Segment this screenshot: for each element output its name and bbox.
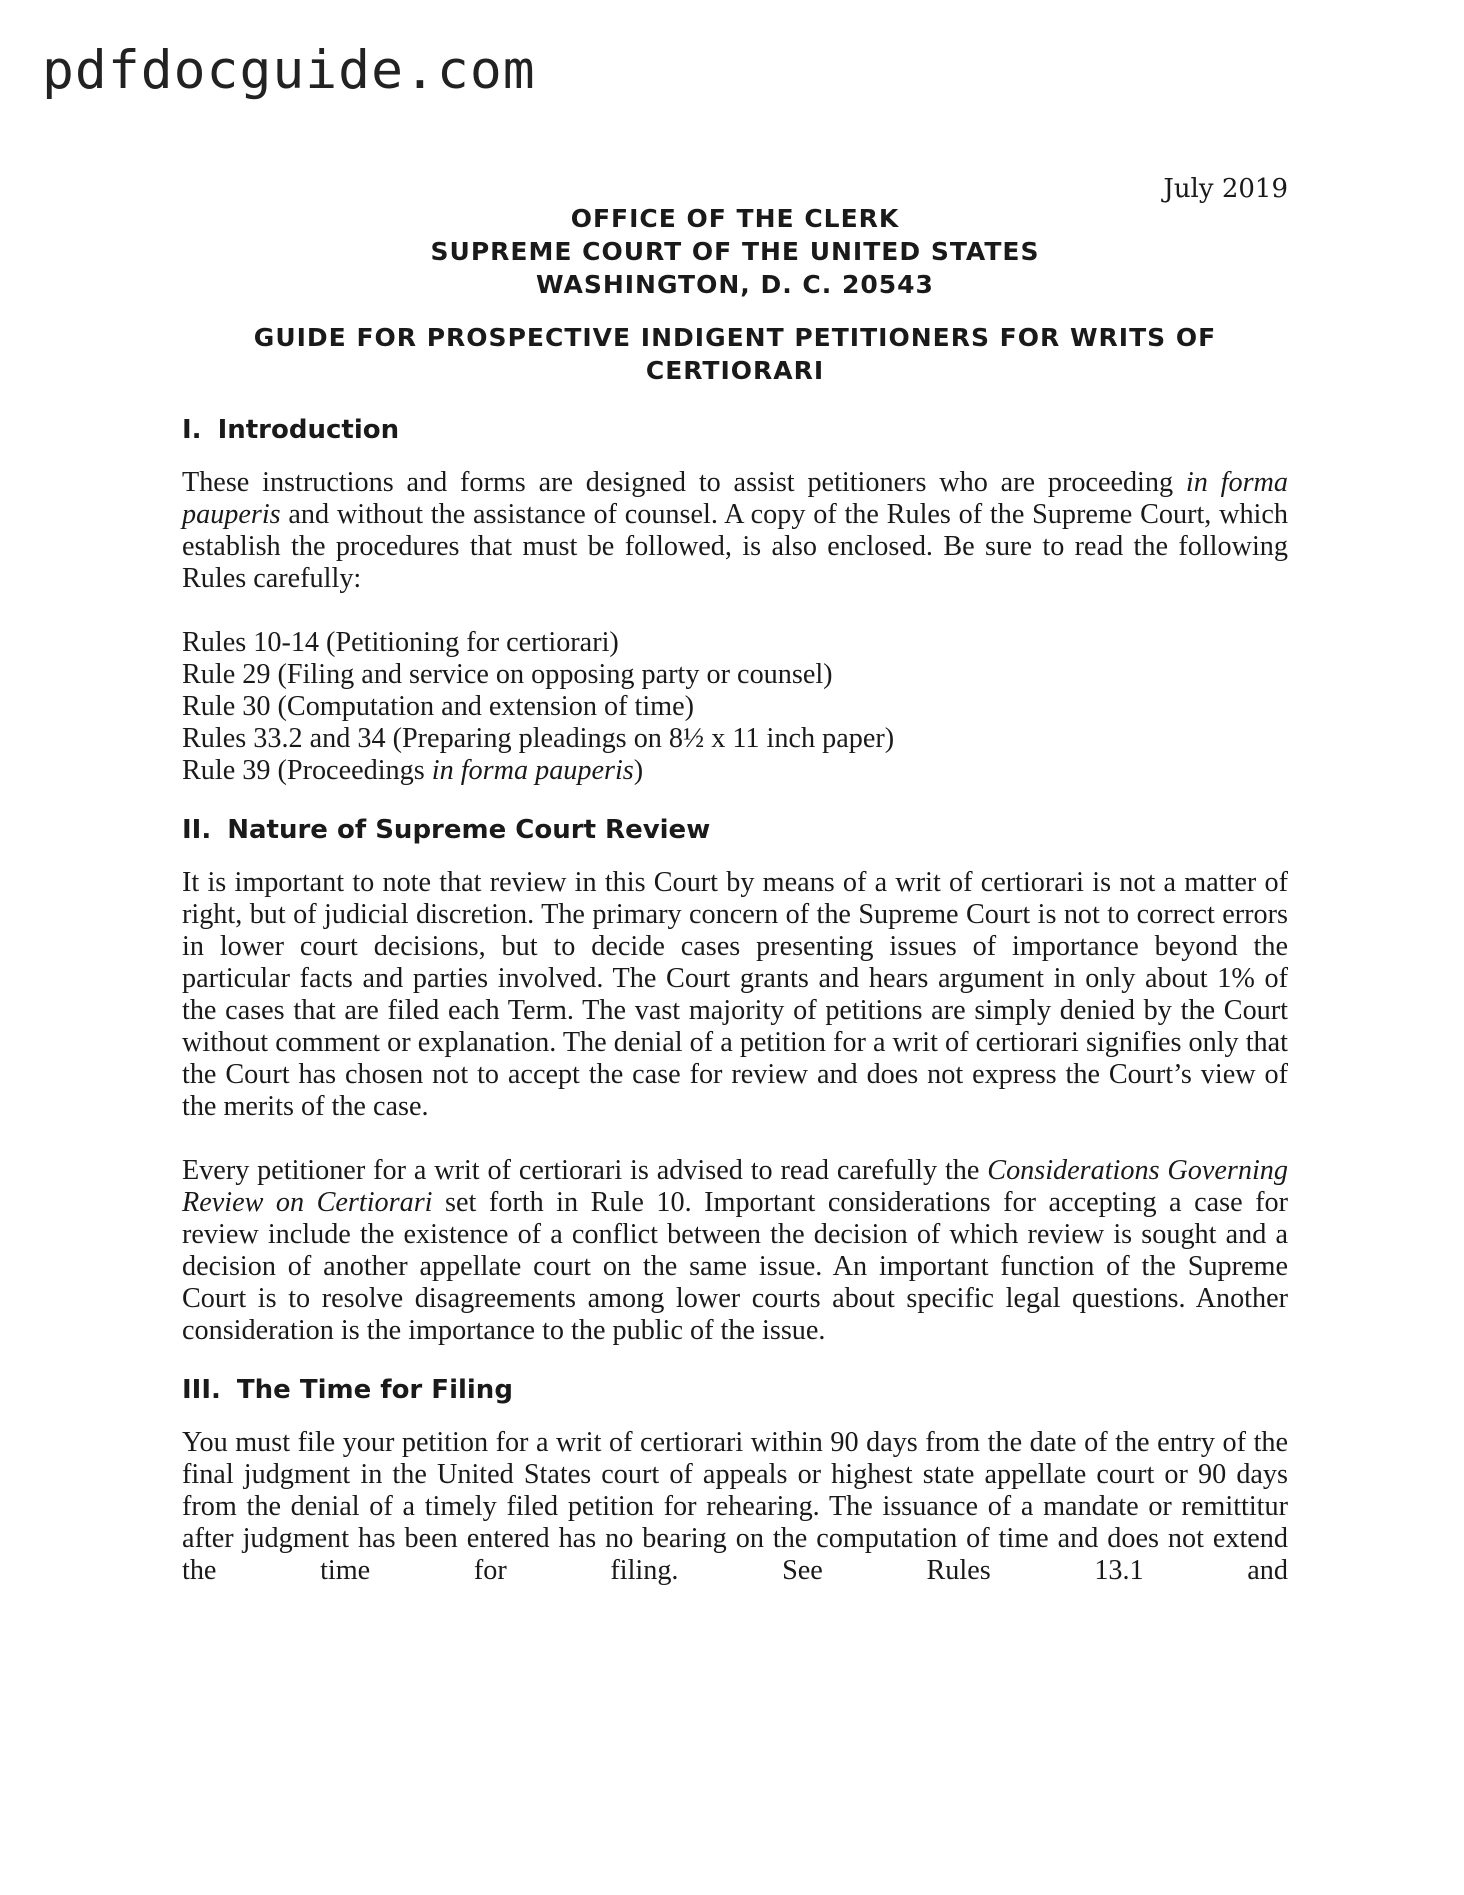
office-header <box>182 202 1288 301</box>
rules-list <box>182 627 1288 787</box>
office-line-address: WASHINGTON, D. C. 20543 <box>536 270 934 299</box>
office-line-court: SUPREME COURT OF THE UNITED STATES <box>430 237 1040 266</box>
nature-text-a: Every petitioner for a writ of certiorari is advised to read carefully the <box>182 1155 988 1186</box>
rule-item: Rules 33.2 and 34 (Preparing pleadings on 8½ x 11 inch paper) <box>182 723 895 754</box>
section-number: III. <box>182 1375 221 1405</box>
intro-text-a: These instructions and forms are designed to assist petitioners who are proceeding <box>182 467 1186 498</box>
document-page <box>182 172 1288 1587</box>
section-number: I. <box>182 415 202 445</box>
section-heading-nature-of-review <box>182 813 1288 847</box>
rule39-text-b: ) <box>633 755 644 786</box>
nature-text-b: set forth in Rule 10. Important considerations for accepting a case for review include the existence of a conflict between the decision of which review is sought and a decision of another appellate court on the same issue. An important function of the Supreme Court is to resolve disagreements among lower courts about specific legal questions. Another consideration is the importance to the public of the issue. <box>182 1187 1288 1346</box>
document-date: July 2019 <box>1163 174 1288 204</box>
nature-paragraph-2 <box>182 1155 1288 1347</box>
rule39-text-italic: in forma pauperis <box>431 755 634 786</box>
intro-text-b: and without the assistance of counsel. A copy of the Rules of the Supreme Court, which establish the procedures that must be followed, is also enclosed. Be sure to read the following Rules carefully: <box>182 499 1288 594</box>
nature-text-italic: Considerations Governing Review on Certiorari <box>182 1155 1288 1218</box>
office-line-clerk: OFFICE OF THE CLERK <box>570 204 900 233</box>
rule39-text-a: Rule 39 (Proceedings <box>182 755 432 786</box>
section-title: The Time for Filing <box>236 1375 513 1405</box>
rule-item: Rule 29 (Filing and service on opposing party or counsel) <box>182 659 833 690</box>
section-number: II. <box>182 815 212 845</box>
section-heading-time-for-filing <box>182 1373 1288 1407</box>
section-title: Nature of Supreme Court Review <box>227 815 711 845</box>
section-heading-introduction <box>182 413 1288 447</box>
section-title: Introduction <box>217 415 400 445</box>
time-paragraph: You must file your petition for a writ of certiorari within 90 days from the date of the entry of the final judgment in the United States court of appeals or highest state appellate court or 90 days from the denial of a timely filed petition for rehearing. The issuance of a mandate or remittitur after judgment has been entered has no bearing on the computation of time and does not extend the time for filing. See Rules 13.1 and <box>182 1427 1288 1586</box>
intro-text-italic: in forma pauperis <box>182 467 1288 530</box>
site-watermark: pdfdocguide.com <box>42 40 536 101</box>
rule-item: Rule 30 (Computation and extension of time) <box>182 691 694 722</box>
intro-paragraph <box>182 467 1288 595</box>
rule-item: Rules 10-14 (Petitioning for certiorari) <box>182 627 619 658</box>
nature-paragraph-1: It is important to note that review in this Court by means of a writ of certiorari is not a matter of right, but of judicial discretion. The primary concern of the Supreme Court is not to correct errors in lower court decisions, but to decide cases presenting issues of importance beyond the particular facts and parties involved. The Court grants and hears argument in only about 1% of the cases that are filed each Term. The vast majority of petitions are simply denied by the Court without comment or explanation. The denial of a petition for a writ of certiorari signifies only that the Court has chosen not to accept the case for review and does not express the Court’s view of the merits of the case. <box>182 867 1288 1122</box>
guide-title: GUIDE FOR PROSPECTIVE INDIGENT PETITIONERS FOR WRITS OF CERTIORARI <box>253 323 1217 385</box>
rule-item <box>182 755 1288 787</box>
